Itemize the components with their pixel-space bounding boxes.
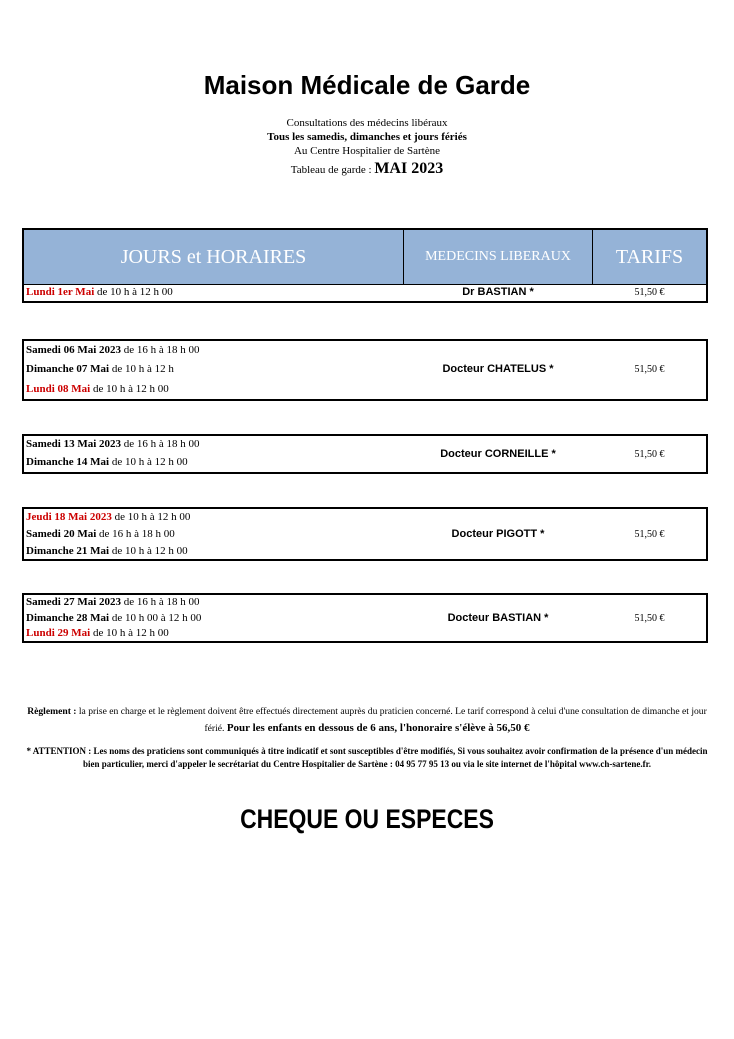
schedule-entry <box>26 286 173 298</box>
table-row <box>22 434 708 474</box>
schedule-entry <box>26 612 201 624</box>
doctor-name: Docteur PIGOTT * <box>451 528 545 540</box>
schedule-entry <box>26 511 190 523</box>
month-label: MAI 2023 <box>374 160 444 177</box>
hours-label: de 10 h à 12 h 00 <box>111 511 191 523</box>
reglement-text: la prise en charge et le règlement doivent être effectués directement auprès du praticien concerné. Le tarif correspond à celui d'une consultation de dimanche et jour férié. <box>76 706 707 734</box>
price: 51,50 € <box>634 613 665 624</box>
day-label: Dimanche 21 Mai <box>26 545 110 557</box>
tableau-label: Tableau de garde : <box>290 164 372 176</box>
day-label: Samedi 27 Mai 2023 <box>26 596 122 608</box>
subtitle-location: Au Centre Hospitalier de Sartène <box>293 145 440 157</box>
day-label: Samedi 20 Mai <box>26 528 97 540</box>
price: 51,50 € <box>634 287 665 298</box>
day-label: Dimanche 14 Mai <box>26 456 110 468</box>
schedule-entry <box>26 438 200 450</box>
subtitle-consultations: Consultations des médecins libéraux <box>286 117 448 129</box>
schedule-entry <box>26 363 174 375</box>
tableau-line <box>0 160 734 178</box>
table-row <box>24 285 706 301</box>
reglement-paragraph <box>24 704 710 737</box>
price: 51,50 € <box>634 364 665 375</box>
hours-label: de 10 h à 12 h 00 <box>109 456 188 468</box>
header-doctors: MEDECINS LIBERAUX <box>404 230 593 284</box>
doctor-name: Docteur CORNEILLE * <box>440 448 556 460</box>
payment-methods: CHEQUE OU ESPECES <box>240 804 494 834</box>
table-row <box>22 339 708 401</box>
table-row <box>22 507 708 561</box>
hours-label: de 10 h à 12 h 00 <box>90 627 169 639</box>
day-label: Samedi 13 Mai 2023 <box>26 438 122 450</box>
hours-label: de 10 h à 12 h <box>109 363 174 375</box>
hours-label: de 16 h à 18 h 00 <box>121 596 200 608</box>
attention-notice: * ATTENTION : Les noms des praticiens sont communiqués à titre indicatif et sont susceptibles d'être modifiés, Si vous souhaitez avoir confirmation de la présence d'un médecin bien particulier, merci d'appeler le secrétariat du Centre Hospitalier de Sartène : 04 95 77 95 13 ou via le site internet de l'hôpital www.ch-sartene.fr. <box>26 746 708 769</box>
schedule-entry <box>26 627 169 639</box>
hours-label: de 16 h à 18 h 00 <box>96 528 175 540</box>
hours-label: de 16 h à 18 h 00 <box>121 344 200 356</box>
schedule-entry <box>26 344 200 356</box>
day-label: Samedi 06 Mai 2023 <box>26 344 122 356</box>
day-label: Jeudi 18 Mai 2023 <box>26 511 112 523</box>
day-label: Lundi 1er Mai <box>26 286 95 298</box>
hours-label: de 16 h à 18 h 00 <box>121 438 200 450</box>
price: 51,50 € <box>634 449 665 460</box>
hours-label: de 10 h à 12 h 00 <box>109 545 188 557</box>
table-row <box>22 593 708 643</box>
schedule-entry <box>26 596 200 608</box>
subtitle-days: Tous les samedis, dimanches et jours fériés <box>267 131 467 143</box>
doctor-name: Docteur CHATELUS * <box>442 363 554 375</box>
doctor-name: Docteur BASTIAN * <box>447 612 549 624</box>
hours-label: de 10 h 00 à 12 h 00 <box>109 612 202 624</box>
day-label: Dimanche 28 Mai <box>26 612 110 624</box>
day-label: Dimanche 07 Mai <box>26 363 110 375</box>
hours-label: de 10 h à 12 h 00 <box>94 286 173 298</box>
schedule-entry <box>26 456 188 468</box>
day-label: Lundi 29 Mai <box>26 627 91 639</box>
schedule-entry <box>26 528 175 540</box>
header-days: JOURS et HORAIRES <box>24 230 404 284</box>
day-label: Lundi 08 Mai <box>26 383 91 395</box>
schedule-entry <box>26 383 169 395</box>
doctor-name: Dr BASTIAN * <box>462 286 534 298</box>
header-fees: TARIFS <box>615 245 684 268</box>
page-title: Maison Médicale de Garde <box>203 70 531 100</box>
hours-label: de 10 h à 12 h 00 <box>90 383 169 395</box>
reglement-label: Règlement : <box>27 706 77 717</box>
children-fee-text: Pour les enfants en dessous de 6 ans, l'honoraire s'élève à 56,50 € <box>226 722 530 734</box>
price: 51,50 € <box>634 529 665 540</box>
schedule-entry <box>26 545 188 557</box>
schedule-header-table <box>22 228 708 303</box>
